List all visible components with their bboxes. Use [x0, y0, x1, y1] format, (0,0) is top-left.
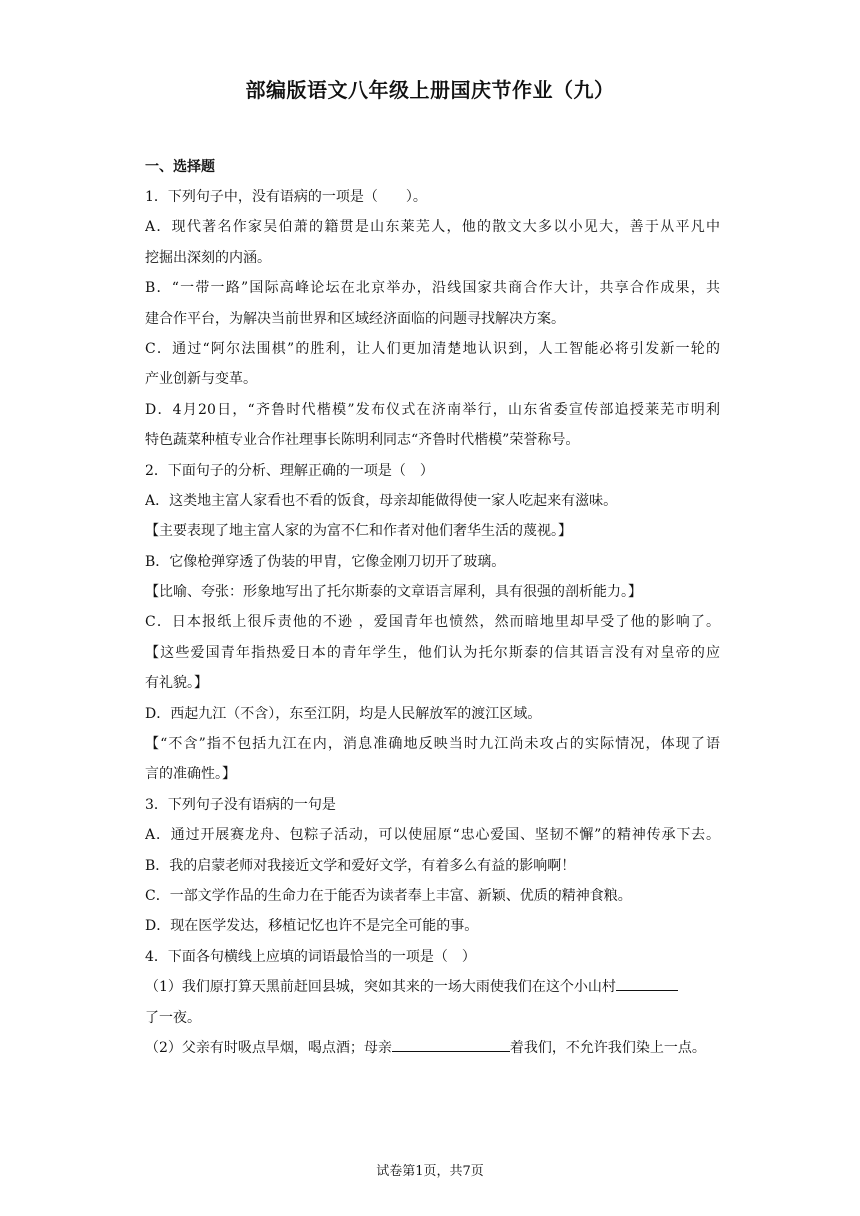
text-line: 【比喻、夸张：形象地写出了托尔斯泰的文章语言犀利，具有很强的剖析能力。】 [145, 584, 642, 601]
text-line: 1．下列句子中，没有语病的一项是（ ）。 [145, 189, 427, 205]
fill-blank [392, 1035, 510, 1052]
text-line: A．通过开展赛龙舟、包粽子活动，可以使屈原“忠心爱国、坚韧不懈”的精神传承下去。 [145, 827, 720, 844]
question-content [145, 154, 720, 1063]
text-line: B．它像枪弹穿透了伪装的甲胄，它像金刚刀切开了玻璃。 [145, 553, 506, 570]
text-line: 建合作平台，为解决当前世界和区域经济面临的问题寻找解决方案。 [145, 310, 565, 327]
text-line: C．通过“阿尔法围棋”的胜利，让人们更加清楚地认识到，人工智能必将引发新一轮的 [145, 340, 720, 357]
section-heading: 一、选择题 [145, 159, 215, 175]
text-line: B．我的启蒙老师对我接近文学和爱好文学，有着多么有益的影响啊！ [145, 857, 576, 874]
text-line: D．4月20日，“齐鲁时代楷模”发布仪式在济南举行，山东省委宣传部追授莱芜市明利 [145, 401, 720, 418]
q4-item-2-text-after: 着我们，不允许我们染上一点。 [509, 1039, 706, 1056]
q4-item-2-text: （2）父亲有时吸点旱烟，喝点酒；母亲 [145, 1039, 392, 1056]
text-line: 【主要表现了地主富人家的为富不仁和作者对他们奢华生活的蔑视。】 [145, 523, 572, 540]
q4-item-1 [145, 972, 720, 1002]
text-line: 【这些爱国青年指热爱日本的青年学生，他们认为托尔斯泰的信其语言没有对皇帝的应 [145, 644, 720, 661]
text-line: D．现在医学发达，移植记忆也许不是完全可能的事。 [145, 918, 479, 935]
text-line: C．日本报纸上很斥责他的不逊 ，爱国青年也愤然，然而暗地里却早受了他的影响了。 [145, 614, 720, 631]
text-line: 言的准确性。】 [145, 766, 236, 783]
page-title: 部编版语文八年级上册国庆节作业（九） [245, 78, 615, 102]
text-line: 3．下列句子没有语病的一句是 [145, 796, 336, 813]
fill-blank [616, 974, 678, 991]
text-line: 挖掘出深刻的内涵。 [145, 249, 271, 266]
question-lines [145, 182, 720, 972]
text-line: A．这类地主富人家看也不看的饭食，母亲却能做得使一家人吃起来有滋味。 [145, 492, 618, 509]
q4-item-1-text: （1）我们原打算天黑前赶回县城，突如其来的一场大雨使我们在这个小山村 [145, 979, 616, 996]
text-line: 特色蔬菜种植专业合作社理事长陈明利同志“齐鲁时代楷模”荣誉称号。 [145, 432, 580, 449]
text-line: 4．下面各句横线上应填的词语最恰当的一项是（ ） [145, 948, 476, 965]
text-line: 有礼貌。】 [145, 675, 208, 692]
q4-item-2 [145, 1033, 720, 1063]
text-line: 【“不含”指不包括九江在内，消息准确地反映当时九江尚未攻占的实际情况，体现了语 [145, 736, 720, 753]
text-line: D．西起九江（不含），东至江阴，均是人民解放军的渡江区域。 [145, 705, 542, 722]
text-line: C．一部文学作品的生命力在于能否为读者奉上丰富、新颖、优质的精神食粮。 [145, 887, 632, 904]
text-line: 2．下面句子的分析、理解正确的一项是（ ） [145, 462, 434, 479]
page-footer: 试卷第1页，共7页 [376, 1164, 484, 1179]
text-line: B．“一带一路”国际高峰论坛在北京举办，沿线国家共商合作大计，共享合作成果，共 [145, 280, 720, 297]
text-line: 产业创新与变革。 [145, 371, 257, 388]
q4-item-1-continuation: 了一夜。 [145, 1009, 201, 1026]
text-line: A．现代著名作家吴伯萧的籍贯是山东莱芜人，他的散文大多以小见大，善于从平凡中 [145, 219, 720, 236]
